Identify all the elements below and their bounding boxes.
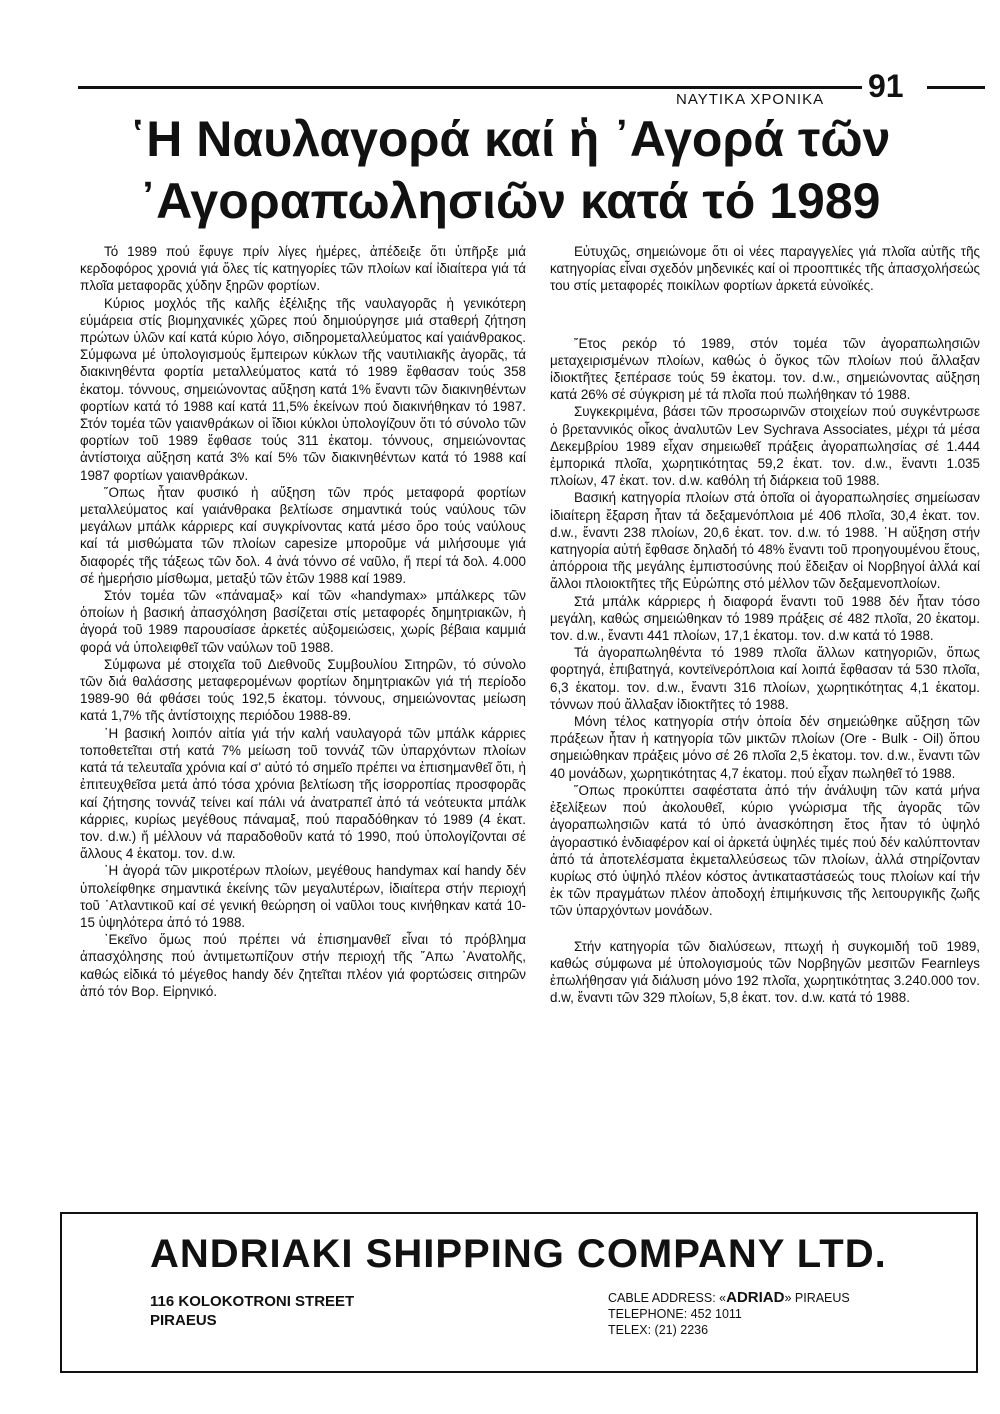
paragraph: Μόνη τέλος κατηγορία στήν ὁποία δέν σημειώθηκε αὔξηση τῶν πράξεων ἦταν ἡ κατηγορία τῶν μικτῶν πλοίων (Ore - Bulk - Oil) ὅπου σημειώθηκαν πράξεις μόνο σέ 26 πλοῖα 2,5 ἑκατομ. τον. d.w., ἔναντι τῶν 40 μονάδων, χωρητικότητας 4,7 ἑκατομ. πού εἶχαν πωληθεῖ τό 1988. [550, 714, 980, 781]
article-title [60, 108, 960, 232]
paragraph: Σύμφωνα μέ στοιχεῖα τοῦ Διεθνοῦς Συμβουλίου Σιτηρῶν, τό σύνολο τῶν διά θαλάσσης μεταφερομένων φορτίων δημητριακῶν γιά τή περίοδο 1989-90 θά φθάσει τούς 192,5 ἑκατομ. τόννους, σημειώνοντας μείωση κατά 1,7% τῆς ἀντίστοιχης περιόδου 1988-89. [80, 656, 526, 724]
paragraph: ᾿Εκεῖνο ὅμως πού πρέπει νά ἐπισημανθεῖ εἶναι τό πρόβλημα ἀπασχόλησης πού ἀντιμετωπίζουν στήν περιοχή τῆς ῎Απω ᾿Ανατολῆς, καθώς εἰδικά τό μέγεθος handy δέν ζητεῖται πλέον γιά φορτώσεις σιτηρῶν ἀπό τόν Βορ. Εἰρηνικό. [80, 932, 526, 999]
paragraph: Κύριος μοχλός τῆς καλῆς ἐξέλιξης τῆς ναυλαγορᾶς ἡ γενικότερη εὐμάρεια στίς βιομηχανικές χῶρες πού δημιούργησε μιά σταθερή ζήτηση πρώτων ὑλῶν καί κατά κύριο λόγο, σιδηρομεταλλεύματος καί γαιάνθρακος. Σύμφωνα μέ ὑπολογισμούς ἔμπειρων κύκλων τῆς ναυτιλιακῆς ἀγορᾶς, τά διακινηθέντα φορτία μεταλλεύματος κατά τό 1989 ἔφθασαν τούς 358 ἑκατομ. τόννους, σημειώνοντας αὔξηση κατά 1% ἔναντι τῶν διακινηθέντων φορτίων κατά τό 1988 καί κατά 11,5% ἐκείνων πού διακινήθηκαν τό 1987. Στόν τομέα τῶν γαιανθράκων οἱ ἴδιοι κύκλοι ὑπολογίζουν ὅτι τό σύνολο τῶν φορτίων τοῦ 1989 ἔφθασε τούς 311 ἑκατομ. τόννους, σημειώνοντας ἀντίστοιχα αὔξηση κατά 3% καί 5% τῶν διακινηθέντων κατά τό 1988 καί 1987 φορτίων γαιανθράκων. [80, 295, 526, 483]
cable-name: ADRIAD [726, 1289, 785, 1306]
cable-prefix: CABLE ADDRESS: « [608, 1291, 727, 1305]
left-column [80, 243, 526, 1000]
paragraph: ῞Οπως προκύπτει σαφέστατα ἀπό τήν ἀνάλυψη τῶν κατά μήνα ἐξελίξεων πού ἀκολουθεῖ, κύριο γνώρισμα τῆς ἀγορᾶς τῶν ἀγοραπωλησιῶν κατά τό ὑπό ἀνασκόπηση ἔτος ἦταν τό ὑψηλό ἀγοραστικό ἐνδιαφέρον καί οἱ ἀρκετά ὑψηλές τιμές πού δέν καλύπτονταν ἀπό τά ἀποτελέσματα ἐκμεταλλεύσεως τῶν πλοίων, ἀλλά στηρίζονταν κυρίως στό ὑψηλό πλέον κόστος ἀντικαταστάσεώς τους πλοίων καί τήν ἐκ τῶν πραγμάτων πλέον ἀποδοχή ἐπιμήκυνσις τῆς λειτουργικῆς ζωῆς τῶν ὑπαρχόντων μονάδων. [550, 782, 980, 919]
telephone: TELEPHONE: 452 1011 [608, 1307, 742, 1321]
paragraph: Στήν κατηγορία τῶν διαλύσεων, πτωχή ἡ συγκομιδή τοῦ 1989, καθώς σύμφωνα μέ ὑπολογισμούς τῶν Νορβηγῶν μεσιτῶν Fearnleys ἐπωλήθησαν γιά διάλυση μόνο 192 πλοῖα, χωρητικότητας 3.240.000 τον. d.w, ἔναντι τῶν 329 πλοίων, 5,8 ἑκατ. τον. d.w. κατά τό 1988. [550, 938, 980, 1006]
paragraph: ῾Η βασική λοιπόν αἰτία γιά τήν καλή ναυλαγορά τῶν μπάλκ κάρριες τοποθετεῖται στή κατά 7% μείωση τοῦ τοννάζ τῶν ὑπαρχόντων πλοίων κατά τά τελευταῖα χρόνια καί σ' αὐτό τό σημεῖο πρέπει να ἐπισημανθεῖ ὅτι, ἡ ἐπιτευχθεῖσα μετά ἀπό τόσα χρόνια βελτίωση τῆς ἰσορροπίας προσφορᾶς καί ζήτησης τοννάζ τείνει καί πάλι νά ἀνατραπεῖ ἀπό τά νεότευκτα μπάλκ κάρριες, κυρίως μεγέθους πάναμαξ, πού παραδόθηκαν τό 1989 (4 ἑκατ. τον. d.w.) ἤ μέλλουν νά παραδοθοῦν κατά τό 1990, πού ὑπολογίζονται σέ ἄλλους 4 ἑκατομ. τον. d.w. [80, 725, 526, 862]
page-number: 91 [868, 68, 904, 104]
paragraph: ῞Οπως ἦταν φυσικό ἡ αὔξηση τῶν πρός μεταφορά φορτίων μεταλλεύματος καί γαιάνθρακα βελτίωσε σημαντικά τούς ναύλους τῶν μεγάλων μπάλκ κάρριερς καί συγκρίνοντας κατά μέσο ὅρο τούς ναύλους καί τά μισθώματα τῶν πλοίων capesize μποροῦμε νά μιλήσουμε γιά διαφορές τῆς τάξεως τῶν δολ. 4 ἀνά τόννο σέ ναῦλο, ἤ περί τά δολ. 4.000 σέ ἡμερήσιο μίσθωμα, μεταξύ τῶν ἐτῶν 1988 καί 1989. [80, 484, 526, 586]
telex: TELEX: (21) 2236 [608, 1323, 709, 1337]
paragraph: ῾Η ἀγορά τῶν μικροτέρων πλοίων, μεγέθους handymax καί handy δέν ὑπολείφθηκε σημαντικά ἐκείνης τῶν μεγαλυτέρων, ἰδιαίτερα στήν περιοχή τοῦ ᾿Ατλαντικοῦ καί σέ γενική θεώρηση οἱ ναῦλοι τους κινήθηκαν κατά 10-15 ὑψηλότερα ἀπό τό 1988. [80, 863, 526, 930]
header-rule-left [78, 86, 862, 89]
paragraph: Τά ἀγοραπωληθέντα τό 1989 πλοῖα ἄλλων κατηγοριῶν, ὅπως φορτηγά, ἐπιβατηγά, κοντεϊνερόπλοια καί λοιπά ἔφθασαν τά 530 πλοῖα, 6,3 ἑκατομ. τον. d.w., ἔναντι 316 πλοίων, χωρητικότητας 4,1 ἑκατομ. τόννων πού ἄλλαξαν ἰδιοκτῆτες τό 1988. [550, 645, 980, 712]
right-column [550, 243, 980, 1006]
paragraph: ῎Ετος ρεκόρ τό 1989, στόν τομέα τῶν ἀγοραπωλησιῶν μεταχειρισμένων πλοίων, καθώς ὁ ὄγκος τῶν πλοίων πού ἄλλαξαν ἰδιοκτῆτες ξεπέρασε τούς 59 ἑκατομ. τον. d.w., σημειώνοντας αὔξηση κατά 26% σέ σύγκριση μέ τά πλοῖα πού πωλήθηκαν τό 1988. [550, 335, 980, 403]
advertisement-box [60, 1212, 978, 1373]
header-rule-right [927, 86, 985, 89]
company-name: ANDRIAKI SHIPPING COMPANY LTD. [150, 1232, 887, 1276]
running-head: ΝΑΥΤΙΚΑ ΧΡΟΝΙΚΑ [676, 91, 825, 108]
section-gap [550, 920, 980, 938]
title-line-2: ᾿Αγοραπωλησιῶν κατά τό 1989 [139, 173, 881, 229]
street-address: 116 KOLOKOTRONI STREET [150, 1293, 355, 1310]
city: PIRAEUS [150, 1312, 217, 1329]
section-gap [550, 295, 980, 335]
company-address [150, 1292, 354, 1330]
paragraph: Στόν τομέα τῶν «πάναμαξ» καί τῶν «handymax» μπάλκερς τῶν ὁποίων ἡ βασική ἀπασχόληση βασίζεται στίς μεταφορές δημητριακῶν, ἡ ἀγορά τοῦ 1989 παρουσίασε ἀρκετές αὐξομειώσεις, χωρίς βέβαια καμμιά φορά νά ὑπολειφθεῖ τῶν ναύλων τοῦ 1988. [80, 588, 526, 655]
title-line-1: ῾Η Ναυλαγορά καί ἡ ᾿Αγορά τῶν [129, 111, 891, 167]
paragraph: Στά μπάλκ κάρριερς ἡ διαφορά ἔναντι τοῦ 1988 δέν ἦταν τόσο μεγάλη, καθώς σημειώθηκαν τό 1989 πράξεις σέ 482 πλοῖα, 20 ἑκατομ. τον. d.w., ἔναντι 441 πλοίων, 17,1 ἑκατομ. τον. d.w κατά τό 1988. [550, 593, 980, 644]
paragraph: Συγκεκριμένα, βάσει τῶν προσωρινῶν στοιχείων πού συγκέντρωσε ὁ βρεταννικός οἶκος ἀναλυτῶν Lev Sychrava Associates, μέχρι τά μέσα Δεκεμβρίου 1989 εἶχαν σημειωθεῖ πράξεις ἀγοραπωλησίας σέ 1.444 ἐμπορικά πλοῖα, χωρητικότητας 59,2 ἑκατ. τον. d.w., ἔναντι 1.035 πλοίων, 47 ἑκατ. τον. d.w. καθόλη τή διάρκεια τοῦ 1988. [550, 404, 980, 489]
cable-suffix: » PIRAEUS [784, 1291, 850, 1305]
paragraph: Εὐτυχῶς, σημειώνομε ὅτι οἱ νέες παραγγελίες γιά πλοῖα αὐτῆς τῆς κατηγορίας εἶναι σχεδόν μηδενικές καί οἱ προοπτικές τῆς ἀπασχολήσεώς του στίς μεταφορές ποικίλων φορτίων ἀρκετά εὐνοϊκές. [550, 244, 980, 294]
paragraph: Βασική κατηγορία πλοίων στά ὁποῖα οἱ ἀγοραπωλησίες σημείωσαν ἰδιαίτερη ἔξαρση ἦταν τά δεξαμενόπλοια μέ 406 πλοῖα, 30,4 ἑκατ. τον. d.w., ἔναντι 238 πλοίων, 20,6 ἑκατ. τον. d.w. τό 1988. ῾Η αὔξηση στήν κατηγορία αὐτή ἔφθασε δηλαδή τό 48% ἔναντι τοῦ προηγουμένου ἔτους, ἀπόρροια τῆς μεγάλης ἐμπιστοσύνης πού ἔδειξαν οἱ Νορβηγοί ἀλλά καί ἄλλοι πλοιοκτῆτες τῆς Εὐρώπης στό μέλλον τῶν δεξαμενοπλοίων. [550, 490, 980, 592]
company-contact [608, 1290, 850, 1338]
cable-address [608, 1290, 850, 1306]
paragraph: Τό 1989 πού ἔφυγε πρίν λίγες ἡμέρες, ἀπέδειξε ὅτι ὑπῆρξε μιά κερδοφόρος χρονιά γιά ὅλες τίς κατηγορίες τῶν πλοίων καί ἰδιαίτερα γιά τά πλοῖα μεταφορᾶς χύδην ξηρῶν φορτίων. [80, 244, 526, 294]
